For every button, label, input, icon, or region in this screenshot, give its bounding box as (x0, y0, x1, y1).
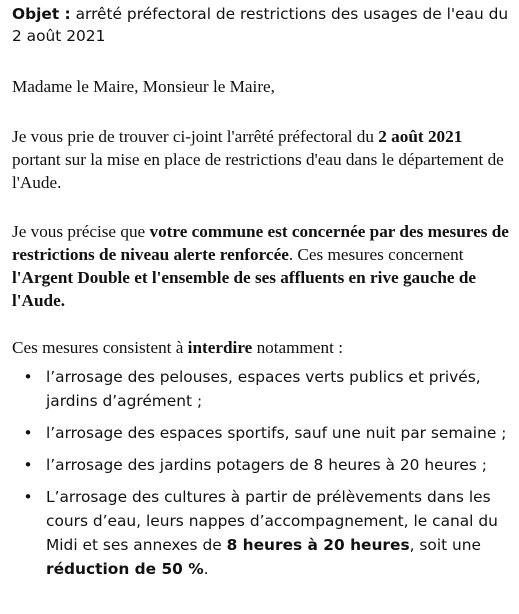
paragraph-attachment (12, 125, 512, 194)
bullet-icon: • (23, 488, 33, 506)
list-item-bold-hours: 8 heures à 20 heures (226, 536, 410, 554)
paragraph-concerned-text-1: Je vous précise que (12, 222, 150, 241)
subject-label: Objet : (12, 5, 71, 23)
letter-document (12, 0, 512, 589)
list-item (12, 365, 512, 413)
list-item-text: l’arrosage des espaces sportifs, sauf une nuit par semaine ; (46, 424, 507, 442)
list-item-text-2: , soit une (409, 536, 482, 554)
list-item-text-3: . (203, 560, 209, 578)
list-item-bold-reduction: réduction de 50 % (46, 560, 204, 578)
subject-line (12, 3, 512, 47)
paragraph-attachment-date: 2 août 2021 (378, 127, 463, 146)
measures-intro (12, 336, 512, 359)
paragraph-concerned-text-2: . Ces mesures concernent (288, 245, 464, 264)
list-item (12, 485, 512, 581)
measures-intro-text-2: notamment : (252, 338, 343, 357)
paragraph-attachment-text-1: Je vous prie de trouver ci-joint l'arrêté préfectoral du (12, 127, 379, 146)
list-item-text: l’arrosage des jardins potagers de 8 heures à 20 heures ; (46, 456, 487, 474)
bullet-icon: • (23, 424, 33, 442)
bullet-icon: • (23, 456, 33, 474)
bullet-icon: • (23, 368, 33, 386)
paragraph-concerned-bold-1: votre commune est concernée par des mesures de restrictions de niveau alerte renforcée (12, 222, 509, 264)
measures-intro-text-1: Ces mesures consistent à (12, 338, 188, 357)
list-item-text-1: L’arrosage des cultures à partir de prélèvements dans les cours d’eau, leurs nappes d’accompagnement, le canal du Midi et ses annexes de (46, 488, 498, 554)
paragraph-concerned-bold-2: l'Argent Double et l'ensemble de ses affluents en rive gauche de l'Aude. (12, 268, 477, 310)
measures-list (12, 365, 512, 581)
paragraph-concerned (12, 220, 512, 312)
paragraph-attachment-text-2: portant sur la mise en place de restrictions d'eau dans le département de l'Aude. (12, 150, 504, 192)
subject-text: arrêté préfectoral de restrictions des usages de l'eau du 2 août 2021 (12, 5, 509, 45)
list-item (12, 453, 512, 477)
list-item (12, 421, 512, 445)
list-item-text: l’arrosage des pelouses, espaces verts publics et privés, jardins d’agrément ; (46, 368, 481, 410)
measures-intro-bold: interdire (187, 338, 253, 357)
salutation: Madame le Maire, Monsieur le Maire, (12, 77, 275, 96)
